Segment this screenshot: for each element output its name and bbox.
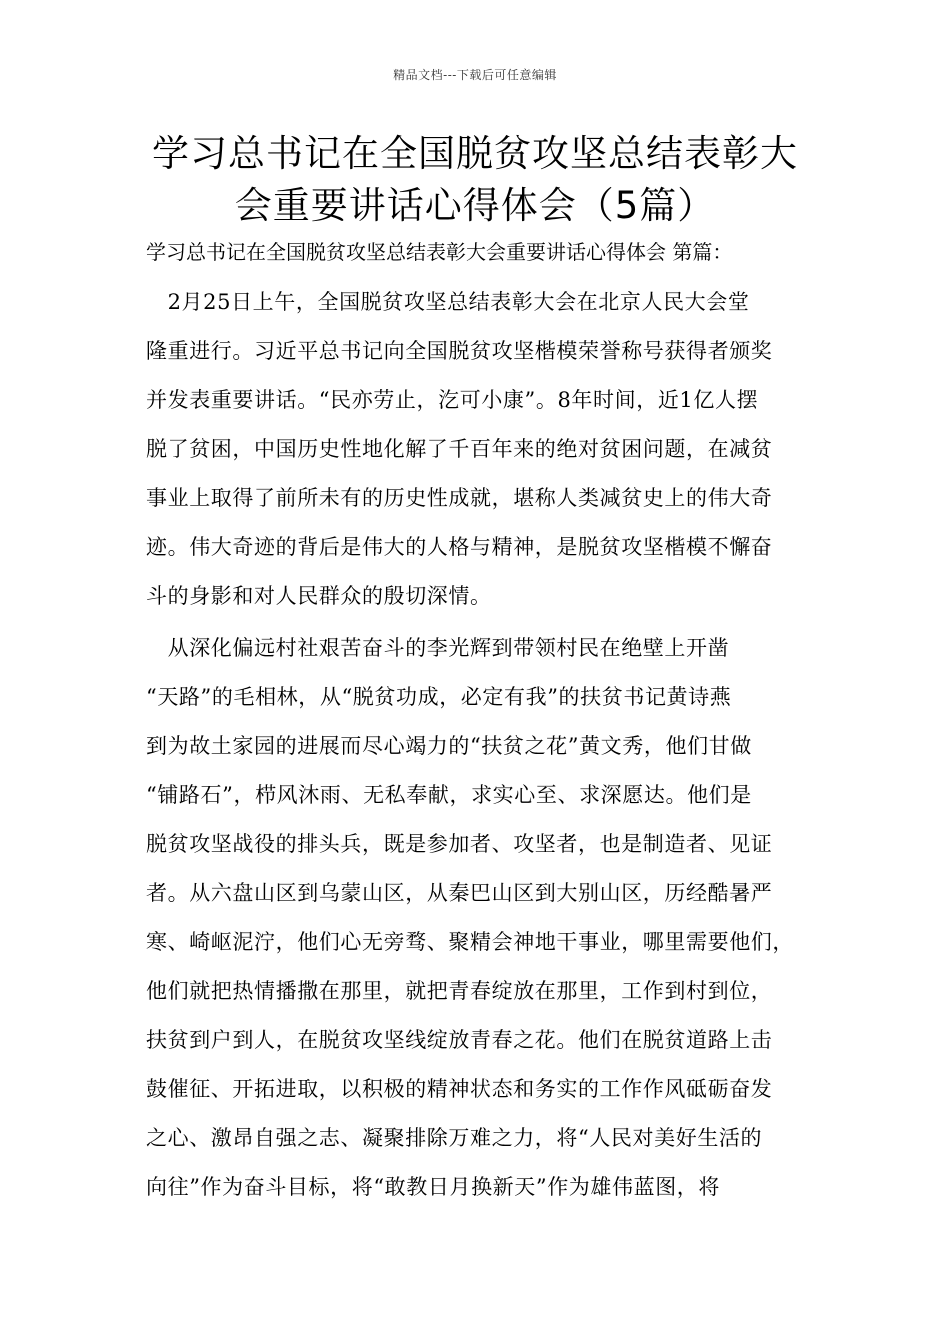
paragraph-line: 2月25日上午，全国脱贫攻坚总结表彰大会在北京人民大会堂 [146,290,750,314]
paragraph-2 [146,624,826,1212]
paragraph-line: 脱贫攻坚战役的排头兵，既是参加者、攻坚者，也是制造者、见证 [146,832,773,856]
paragraph-line: 从深化偏远村社艰苦奋斗的李光辉到带领村民在绝壁上开凿 [146,636,730,660]
paragraph-line: 他们就把热情播撒在那里，就把青春绽放在那里，工作到村到位， [146,979,773,1003]
document-title-line-2: 会重要讲话心得体会（5篇） [234,184,716,227]
paragraph-line: 向往”作为奋斗目标，将“敢教日月换新天”作为雄伟蓝图，将 [146,1175,721,1199]
paragraph-line: “铺路石”，栉风沐雨、无私奉献，求实心至、求深愿达。他们是 [146,783,752,807]
page-header-note: 精品文档---下载后可任意编辑 [393,68,557,82]
paragraph-line: 斗的身影和对人民群众的殷切深情。 [146,584,492,608]
paragraph-line: 隆重进行。习近平总书记向全国脱贫攻坚楷模荣誉称号获得者颁奖 [146,339,773,363]
paragraph-line: 之心、激昂自强之志、凝聚排除万难之力，将“人民对美好生活的 [146,1126,763,1150]
document-title-line-1: 学习总书记在全国脱贫攻坚总结表彰大 [152,132,798,175]
document-title [40,128,910,232]
paragraph-line: 迹。伟大奇迹的背后是伟大的人格与精神，是脱贫攻坚楷模不懈奋 [146,535,773,559]
paragraph-line: 者。从六盘山区到乌蒙山区，从秦巴山区到大别山区，历经酷暑严 [146,881,773,905]
section-heading: 学习总书记在全国脱贫攻坚总结表彰大会重要讲话心得体会 第篇： [146,240,733,264]
paragraph-line: 寒、崎岖泥泞，他们心无旁骛、聚精会神地干事业，哪里需要他们， [146,930,794,954]
paragraph-line: 鼓催征、开拓进取，以积极的精神状态和务实的工作作风砥砺奋发 [146,1077,773,1101]
paragraph-1 [146,278,826,621]
paragraph-line: 到为故土家园的进展而尽心竭力的“扶贫之花”黄文秀，他们甘做 [146,734,752,758]
paragraph-line: 并发表重要讲话。“民亦劳止，汔可小康”。8年时间，近1亿人摆 [146,388,759,412]
paragraph-line: 脱了贫困，中国历史性地化解了千百年来的绝对贫困问题，在减贫 [146,437,773,461]
paragraph-line: 事业上取得了前所未有的历史性成就，堪称人类减贫史上的伟大奇 [146,486,773,510]
paragraph-line: “天路”的毛相林，从“脱贫功成，必定有我”的扶贫书记黄诗燕 [146,685,732,709]
paragraph-line: 扶贫到户到人，在脱贫攻坚线绽放青春之花。他们在脱贫道路上击 [146,1028,773,1052]
